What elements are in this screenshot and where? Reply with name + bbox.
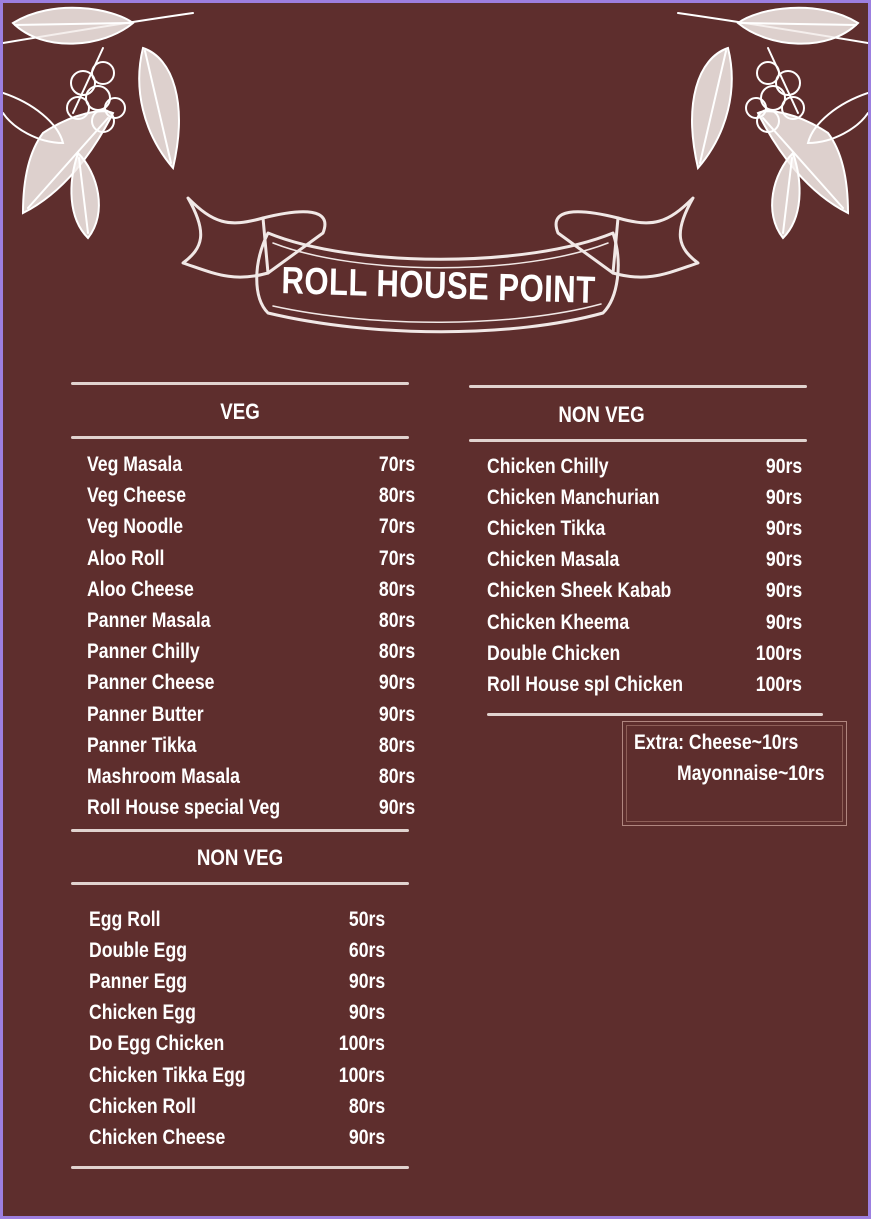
menu-item-price: 80rs bbox=[348, 1094, 385, 1118]
menu-item-name: Double Egg bbox=[89, 939, 188, 963]
menu-item-price: 80rs bbox=[378, 640, 415, 664]
menu-item-name: Chicken Manchurian bbox=[487, 486, 660, 510]
menu-item-name: Do Egg Chicken bbox=[89, 1032, 225, 1056]
menu-item-price: 80rs bbox=[378, 733, 415, 757]
menu-item-price: 90rs bbox=[765, 517, 802, 541]
menu-item-name: Roll House spl Chicken bbox=[487, 672, 684, 696]
menu-item-name: Panner Masala bbox=[87, 609, 211, 632]
menu-item-price: 90rs bbox=[378, 702, 415, 726]
nonveg-left-heading: NON VEG bbox=[196, 845, 284, 870]
menu-item-name: Double Chicken bbox=[487, 641, 621, 665]
nonveg-right-heading: NON VEG bbox=[558, 402, 645, 427]
menu-item-name: Aloo Cheese bbox=[87, 577, 194, 601]
menu-item-name: Veg Noodle bbox=[87, 515, 184, 539]
menu-item-price: 90rs bbox=[378, 796, 415, 820]
divider-rule bbox=[71, 882, 409, 885]
menu-item-name: Chicken Tikka Egg bbox=[89, 1063, 246, 1087]
menu-item-price: 100rs bbox=[338, 1032, 385, 1056]
divider-rule bbox=[469, 385, 807, 388]
menu-item-name: Chicken Chilly bbox=[487, 455, 609, 478]
divider-rule bbox=[71, 436, 409, 439]
menu-item-price: 90rs bbox=[765, 610, 802, 634]
menu-item-price: 80rs bbox=[378, 765, 415, 788]
menu-item-price: 90rs bbox=[348, 1125, 385, 1149]
menu-item-price: 90rs bbox=[348, 1001, 385, 1025]
restaurant-title: ROLL HOUSE POINT bbox=[281, 259, 596, 313]
menu-item-name: Panner Chilly bbox=[87, 640, 200, 664]
menu-item-name: Mashroom Masala bbox=[87, 765, 240, 788]
menu-item-price: 90rs bbox=[765, 548, 802, 572]
menu-item-name: Panner Cheese bbox=[87, 671, 215, 695]
extra-cheese-text: Extra: Cheese~10rs bbox=[634, 731, 799, 754]
menu-item-price: 50rs bbox=[348, 908, 385, 931]
menu-item-name: Roll House special Veg bbox=[87, 796, 281, 820]
menu-item-price: 90rs bbox=[378, 671, 415, 695]
menu-item-name: Egg Roll bbox=[89, 908, 161, 931]
divider-rule bbox=[71, 382, 409, 385]
menu-item-price: 90rs bbox=[765, 579, 802, 603]
menu-item-name: Chicken Egg bbox=[89, 1001, 196, 1025]
menu-item-name: Panner Egg bbox=[89, 970, 188, 994]
menu-item-name: Chicken Masala bbox=[487, 548, 620, 572]
menu-item-name: Veg Cheese bbox=[87, 484, 187, 508]
menu-item-name: Panner Butter bbox=[87, 702, 204, 726]
menu-item-price: 90rs bbox=[765, 486, 802, 510]
menu-item-price: 100rs bbox=[755, 641, 802, 665]
menu-item-price: 80rs bbox=[378, 609, 415, 632]
menu-item-price: 80rs bbox=[378, 484, 415, 508]
menu-item-name: Veg Masala bbox=[87, 453, 183, 476]
menu-item-name: Chicken Sheek Kabab bbox=[487, 579, 672, 603]
veg-heading: VEG bbox=[220, 399, 260, 424]
menu-item-price: 60rs bbox=[348, 939, 385, 963]
menu-item-price: 70rs bbox=[378, 515, 415, 539]
menu-item-price: 100rs bbox=[755, 672, 802, 696]
divider-rule bbox=[469, 439, 807, 442]
menu-item-price: 80rs bbox=[378, 577, 415, 601]
menu-item-price: 90rs bbox=[348, 970, 385, 994]
extra-mayonnaise-text: Mayonnaise~10rs bbox=[677, 762, 825, 785]
menu-item-price: 70rs bbox=[378, 453, 415, 476]
menu-item-name: Chicken Cheese bbox=[89, 1125, 226, 1149]
menu-item-name: Chicken Kheema bbox=[487, 610, 630, 634]
menu-item-name: Chicken Tikka bbox=[487, 517, 606, 541]
menu-item-name: Aloo Roll bbox=[87, 546, 165, 570]
menu-item-price: 100rs bbox=[338, 1063, 385, 1087]
menu-item-name: Panner Tikka bbox=[87, 733, 197, 757]
menu-item-price: 90rs bbox=[765, 455, 802, 478]
divider-rule bbox=[71, 829, 409, 832]
menu-item-name: Chicken Roll bbox=[89, 1094, 196, 1118]
divider-rule bbox=[71, 1166, 409, 1169]
menu-item-price: 70rs bbox=[378, 546, 415, 570]
divider-rule bbox=[487, 713, 823, 716]
